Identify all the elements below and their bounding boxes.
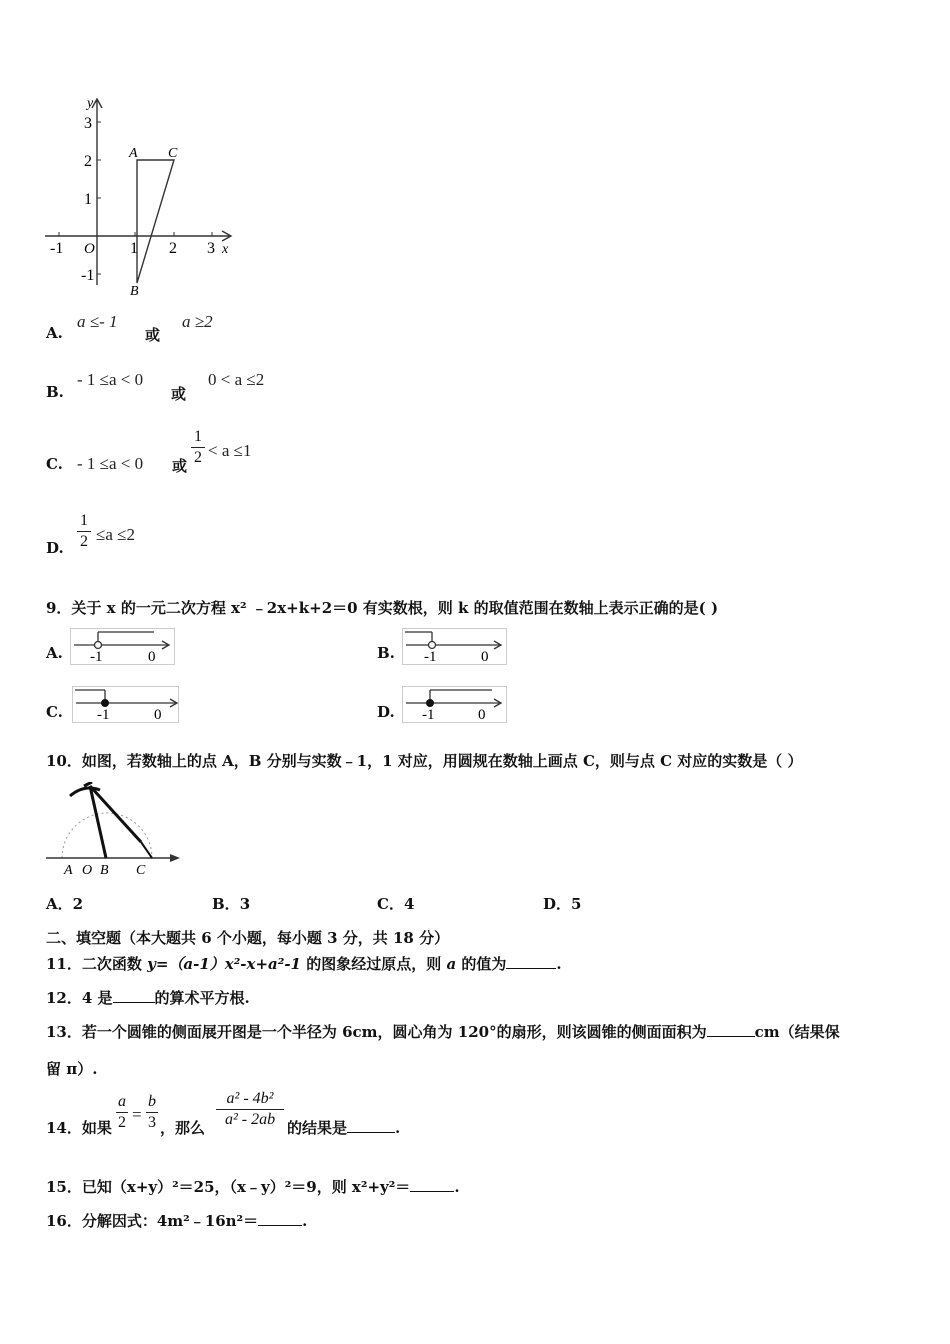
q9-option-d-numberline [402,686,512,724]
filled-dot [427,700,434,707]
answer-blank[interactable] [707,1022,755,1037]
option-expr: < a ≤1 [208,441,252,460]
x-tick-neg1: -1 [50,240,64,257]
svg-text:O: O [82,863,93,878]
q10-option-b: B．3 [212,895,251,913]
fraction-one-half: 1 2 [77,512,91,551]
x-tick-1: 1 [130,240,138,257]
q13-line2: 留 π）. [46,1060,98,1078]
option-expr: a ≤- 1 [77,312,118,331]
q16-text: 16．分解因式：4m²﹣16n²＝ . [46,1212,308,1230]
x-tick-3: 3 [207,240,215,257]
filled-dot [102,700,109,707]
coordinate-graph [40,95,240,300]
fraction-one-half: 1 2 [191,428,205,467]
option-letter: D. [46,539,64,557]
option-expr: a ≥2 [182,312,213,331]
q14 [46,1090,466,1140]
origin-label: O [84,241,95,257]
answer-blank[interactable] [113,988,155,1003]
option-expr: 0 < a ≤2 [208,370,265,389]
q15-text: 15．已知（x+y）²＝25，（x﹣y）²＝9，则 x²+y²＝ . [46,1178,460,1196]
q11-text: 11．二次函数 y=（a-1）x²-x+a²-1 的图象经过原点，则 a 的值为 . [46,955,562,973]
q14-prefix: 14．如果 [46,1119,112,1137]
q10-text: 10．如图，若数轴上的点 A，B 分别与实数﹣1，1 对应，用圆规在数轴上画点 C，则与点 C 对应的实数是（ ） [46,752,803,770]
point-b-label: B [130,284,139,299]
or-text: 或 [171,385,187,403]
answer-blank[interactable] [506,954,556,969]
equals-sign: = [132,1105,142,1124]
y-axis-label: y [87,96,94,111]
svg-text:0: 0 [148,649,156,665]
svg-text:-1: -1 [97,707,110,723]
svg-text:A: A [64,863,73,878]
fraction-a-over-2: a 2 [118,1093,126,1131]
q9-option-c-letter: C. [46,703,63,721]
q12-text: 12．4 是 的算术平方根. [46,989,250,1007]
option-expr: - 1 ≤a < 0 [77,370,144,389]
triangle-abc [137,160,174,283]
x-tick-2: 2 [169,240,177,257]
option-letter: B. [46,383,64,401]
open-circle [429,642,436,649]
q9-option-a-letter: A. [46,644,63,662]
svg-text:0: 0 [481,649,489,665]
option-expr: ≤a ≤2 [96,525,135,544]
q9-option-a-numberline [70,628,180,666]
answer-blank[interactable] [410,1177,454,1192]
q13-line1: 13．若一个圆锥的侧面展开图是一个半径为 6cm，圆心角为 120°的扇形，则该圆锥的侧面面积为 cm（结果保 [46,1023,840,1041]
y-tick-2: 2 [84,153,92,170]
open-circle [95,642,102,649]
y-tick-3: 3 [84,115,92,132]
q9-option-d-letter: D. [377,703,395,721]
svg-text:-1: -1 [422,707,435,723]
q8-option-a [46,312,346,346]
svg-text:0: 0 [154,707,162,723]
section-2-title: 二、填空题（本大题共 6 个小题，每小题 3 分，共 18 分） [46,929,450,947]
q9-text: 9．关于 x 的一元二次方程 x² ﹣2x+k+2＝0 有实数根，则 k 的取值范围在数轴上表示正确的是( ) [46,599,719,617]
q9-option-c-numberline [72,686,184,724]
q10-option-d: D．5 [543,895,582,913]
q8-option-c [46,428,346,478]
q14-suffix: 的结果是 . [287,1119,401,1137]
q10-compass-figure [44,782,186,880]
or-text: 或 [145,326,161,344]
y-tick-1: 1 [84,191,92,208]
or-text: 或 [172,457,188,475]
svg-text:-1: -1 [424,649,437,665]
option-expr: - 1 ≤a < 0 [77,454,144,473]
option-letter: A. [46,324,63,342]
point-a-label: A [129,146,138,161]
answer-blank[interactable] [258,1211,302,1226]
dashed-arc [62,813,152,858]
svg-text:0: 0 [478,707,486,723]
svg-text:B: B [100,863,109,878]
fraction-b-over-3: b 3 [148,1093,156,1131]
q8-option-d [46,512,346,562]
y-tick-neg1: -1 [81,267,95,284]
q14-mid: ，那么 [160,1119,206,1137]
fraction-expression: a² - 4b² a² - 2ab [216,1090,284,1129]
q9-option-b-letter: B. [377,644,395,662]
svg-text:C: C [136,863,146,878]
q9-option-b-numberline [402,628,512,666]
q10-option-a: A．2 [46,895,84,913]
q10-option-c: C．4 [377,895,415,913]
x-axis-label: x [222,242,229,257]
option-letter: C. [46,455,63,473]
answer-blank[interactable] [347,1118,395,1133]
point-c-label: C [168,146,178,161]
svg-text:-1: -1 [90,649,103,665]
q8-option-b [46,370,346,404]
